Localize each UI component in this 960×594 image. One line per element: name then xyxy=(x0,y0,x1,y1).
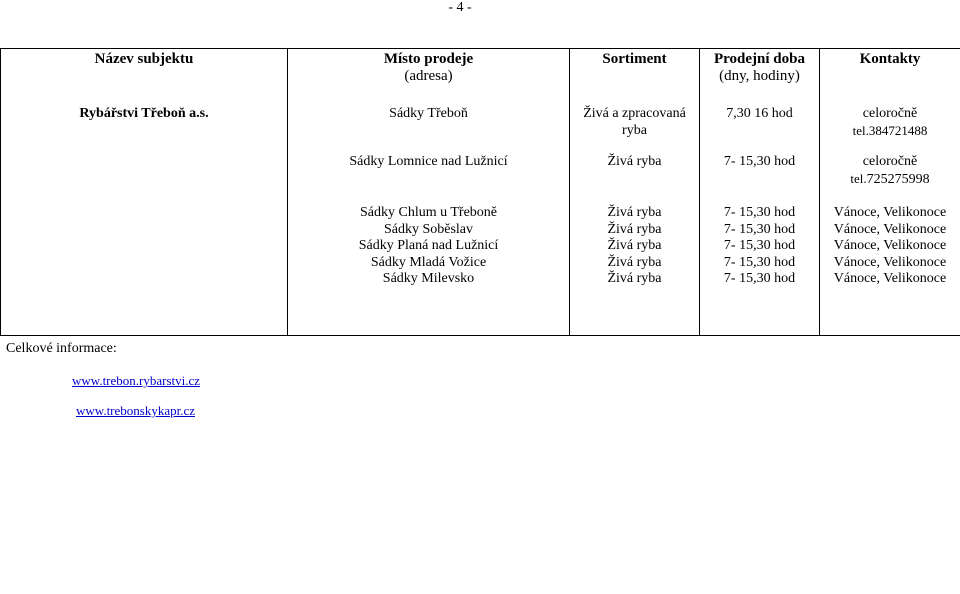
list-item: Vánoce, Velikonoce xyxy=(833,221,947,237)
subject-cell xyxy=(1,151,288,205)
list-item: Živá ryba xyxy=(607,221,662,237)
general-info-label: Celkové informace: xyxy=(6,341,117,356)
link-trebon-rybarstvi[interactable]: www.trebon.rybarstvi.cz xyxy=(72,373,201,388)
header-assortment: Sortiment xyxy=(570,49,700,100)
header-place: Místo prodeje (adresa) xyxy=(288,49,570,100)
contact-cell: celoročně tel.384721488 xyxy=(820,99,960,151)
list-item: Vánoce, Velikonoce xyxy=(833,238,947,254)
time-cell xyxy=(700,205,820,336)
table-row xyxy=(1,99,960,151)
list-item: 7- 15,30 hod xyxy=(723,205,796,220)
table-header-row xyxy=(1,49,960,100)
time-cell: 7,30 16 hod xyxy=(700,99,820,151)
list-item: 7- 15,30 hod xyxy=(723,271,796,287)
list-item: Živá ryba xyxy=(607,238,662,254)
sales-table xyxy=(0,48,960,336)
list-item: 7- 15,30 hod xyxy=(723,254,796,270)
list-item: Sádky Milevsko xyxy=(382,271,475,287)
place-cell: Sádky Lomnice nad Lužnicí xyxy=(288,151,570,205)
assortment-cell: Živá ryba xyxy=(570,151,700,205)
link-trebonskykapr[interactable]: www.trebonskykapr.cz xyxy=(76,403,196,418)
subject-cell xyxy=(1,205,288,336)
assortment-cell xyxy=(570,205,700,336)
contact-cell: celoročně tel.725275998 xyxy=(820,151,960,205)
page-number: - 4 - xyxy=(448,0,472,15)
list-item: Vánoce, Velikonoce xyxy=(833,271,947,287)
list-item: Vánoce, Velikonoce xyxy=(833,205,947,220)
subject-name: Rybářstvi Třeboň a.s. xyxy=(1,99,288,151)
list-item: Sádky Soběslav xyxy=(383,221,474,237)
table-row xyxy=(1,205,960,336)
list-item: Živá ryba xyxy=(607,205,662,220)
contact-cell xyxy=(820,205,960,336)
header-time: Prodejní doba (dny, hodiny) xyxy=(700,49,820,100)
list-item: 7- 15,30 hod xyxy=(723,221,796,237)
list-item: Živá ryba xyxy=(607,271,662,287)
assortment-cell: Živá a zpracovaná ryba xyxy=(570,99,700,151)
list-item: Sádky Mladá Vožice xyxy=(370,254,487,270)
place-cell: Sádky Třeboň xyxy=(288,99,570,151)
header-subject: Název subjektu xyxy=(1,49,288,100)
list-item: Sádky Planá nad Lužnicí xyxy=(358,238,499,254)
table-row xyxy=(1,151,960,205)
header-contacts: Kontakty xyxy=(820,49,960,100)
list-item: Vánoce, Velikonoce xyxy=(833,254,947,270)
list-item: Sádky Chlum u Třeboně xyxy=(359,205,497,220)
list-item: 7- 15,30 hod xyxy=(723,238,796,254)
time-cell: 7- 15,30 hod xyxy=(700,151,820,205)
list-item: Živá ryba xyxy=(607,254,662,270)
place-cell xyxy=(288,205,570,336)
